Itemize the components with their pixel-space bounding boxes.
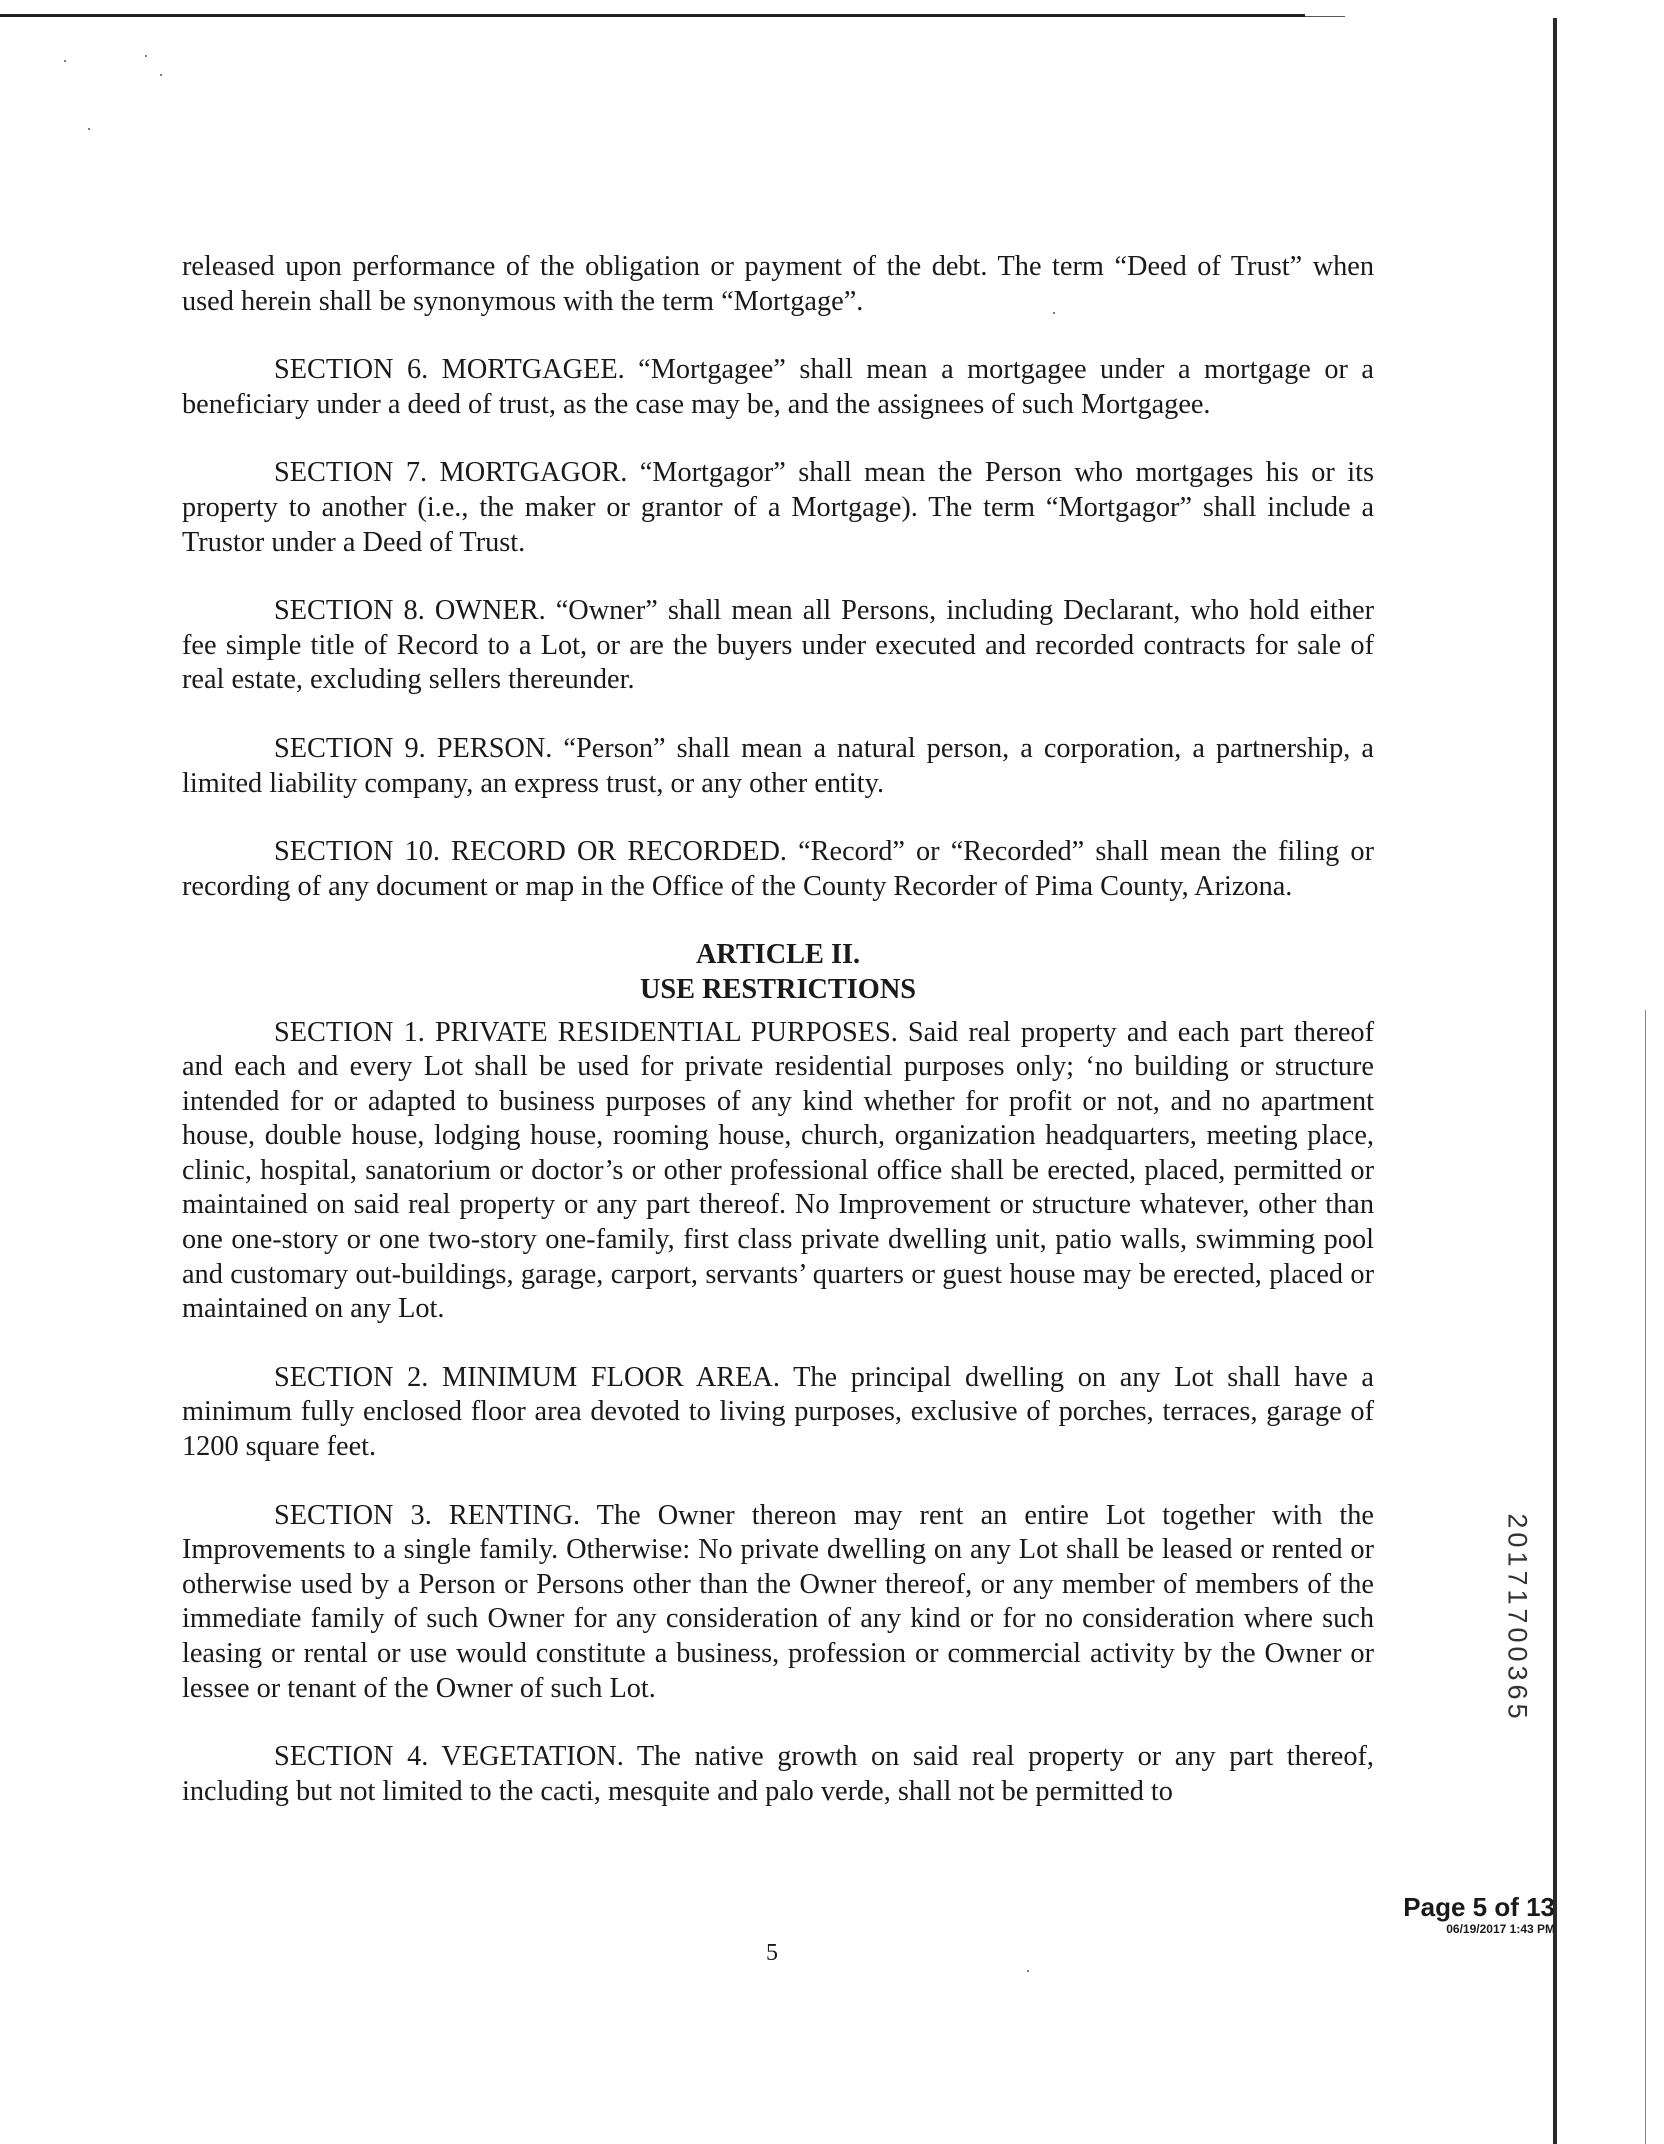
recording-timestamp: 06/19/2017 1:43 PM <box>1446 1922 1555 1936</box>
document-body <box>182 250 1374 1809</box>
section-8-owner: SECTION 8. OWNER. “Owner” shall mean all Persons, including Declarant, who hold either fee simple title of Record to a Lot, or are the buyers under executed and recorded contracts for sale of real estate, excluding sellers thereunder. <box>182 595 1374 696</box>
scan-speck <box>145 55 147 57</box>
article-title: USE RESTRICTIONS <box>640 973 916 1005</box>
page-count-label: Page 5 of 13 <box>1403 1892 1555 1922</box>
top-scan-rule-tail <box>1305 16 1345 17</box>
recording-number-stamp <box>1502 1488 1532 1748</box>
recording-number-text: 20171700365 <box>1502 1513 1533 1723</box>
section-9-person: SECTION 9. PERSON. “Person” shall mean a natural person, a corporation, a partnership, a limited liability company, an express trust, or any other entity. <box>182 732 1374 799</box>
recorder-footer <box>1380 1892 1555 1936</box>
section-4-vegetation: SECTION 4. VEGETATION. The native growth on said real property or any part thereof, including but not limited to the cacti, mesquite and palo verde, shall not be permitted to <box>182 1741 1374 1807</box>
article-heading: ARTICLE II. <box>695 939 861 971</box>
scan-speck <box>88 128 90 130</box>
right-scan-edge-thin <box>1645 1010 1646 2144</box>
section-10-record: SECTION 10. RECORD OR RECORDED. “Record” or “Recorded” shall mean the filing or recording of any document or map in the Office of the County Recorder of Pima County, Arizona. <box>182 836 1374 902</box>
section-3-renting: SECTION 3. RENTING. The Owner thereon may rent an entire Lot together with the Improvements to a single family. Otherwise: No private dwelling on any Lot shall be leased or rented or otherwise used by a Person or Persons other than the Owner thereof, or any member of members of the immediate family of such Owner for any consideration of any kind or for no consideration where such leasing or rental or use would constitute a business, profession or commercial activity by the Owner or lessee or tenant of the Owner of such Lot. <box>182 1499 1374 1704</box>
scan-speck <box>64 60 66 62</box>
opening-paragraph: released upon performance of the obligation or payment of the debt. The term “Deed of Trust” when used herein shall be synonymous with the term “Mortgage”. <box>182 251 1374 317</box>
section-2-minimum-floor-area: SECTION 2. MINIMUM FLOOR AREA. The principal dwelling on any Lot shall have a minimum fully enclosed floor area devoted to living purposes, exclusive of porches, terraces, garage of 1200 square feet. <box>182 1361 1374 1463</box>
top-scan-rule <box>0 14 1305 17</box>
page-number: 5 <box>766 1940 778 1966</box>
section-1-private-residential: SECTION 1. PRIVATE RESIDENTIAL PURPOSES. Said real property and each part thereof and each and every Lot shall be used for private residential purposes only; ‘no building or structure intended for or adapted to business purposes of any kind whether for profit or not, and no apartment house, double house, lodging house, rooming house, church, organization headquarters, meeting place, clinic, hospital, sanatorium or doctor’s or other professional office shall be erected, placed, permitted or maintained on said real property or any part thereof. No Improvement or structure whatever, other than one one-story or one two-story one-family, first class private dwelling unit, patio walls, swimming pool and customary out-buildings, garage, carport, servants’ quarters or guest house may be erected, placed or maintained on any Lot. <box>182 1016 1374 1325</box>
right-scan-edge <box>1553 18 1557 2144</box>
section-6-mortgagee: SECTION 6. MORTGAGEE. “Mortgagee” shall mean a mortgagee under a mortgage or a beneficiary under a deed of trust, as the case may be, and the assignees of such Mortgagee. <box>182 354 1374 420</box>
section-7-mortgagor: SECTION 7. MORTGAGOR. “Mortgagor” shall mean the Person who mortgages his or its property to another (i.e., the maker or grantor of a Mortgage). The term “Mortgagor” shall include a Trustor under a Deed of Trust. <box>182 457 1374 558</box>
scan-speck <box>160 74 162 76</box>
scan-speck <box>1027 1970 1029 1972</box>
